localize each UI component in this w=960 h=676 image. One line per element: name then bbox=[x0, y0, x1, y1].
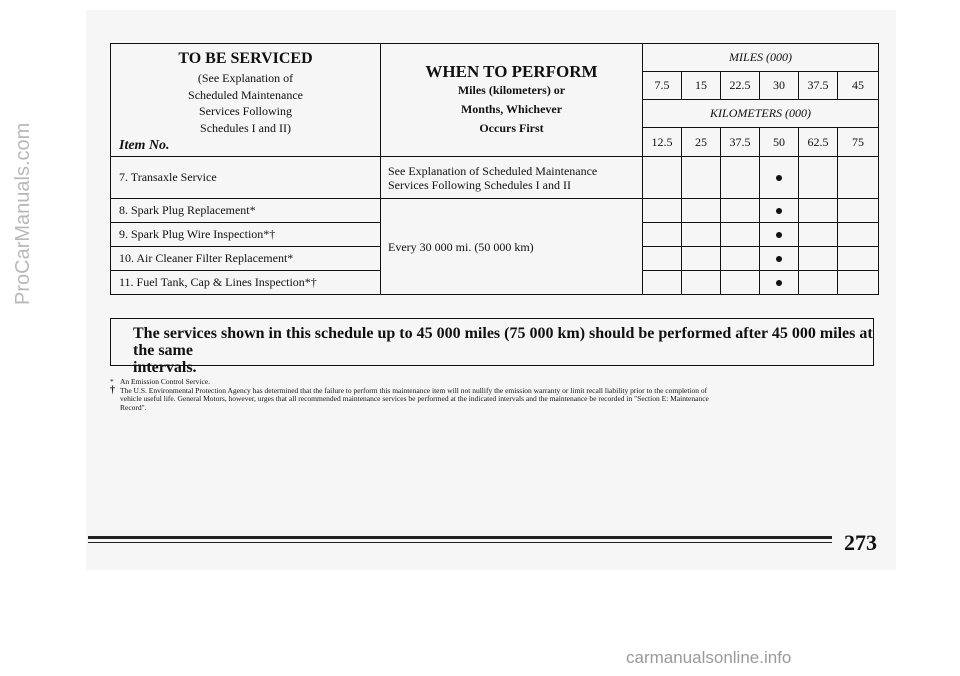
table-row bbox=[111, 157, 879, 199]
service-item: 10. Air Cleaner Filter Replacement* bbox=[111, 247, 381, 271]
when-header-line: Months, Whichever bbox=[460, 102, 563, 116]
miles-value: 30 bbox=[760, 71, 799, 100]
when-header-cell bbox=[381, 44, 643, 157]
schedule-cell bbox=[682, 199, 721, 223]
item-header-cell bbox=[111, 44, 381, 157]
service-item: 7. Transaxle Service bbox=[111, 157, 381, 199]
miles-label-row bbox=[111, 44, 879, 72]
footnotes bbox=[110, 378, 880, 412]
see-explanation-line: Scheduled Maintenance bbox=[188, 87, 303, 102]
schedule-cell bbox=[721, 271, 760, 295]
service-item: 9. Spark Plug Wire Inspection*† bbox=[111, 223, 381, 247]
schedule-cell bbox=[721, 157, 760, 199]
schedule-cell bbox=[760, 247, 799, 271]
bottom-watermark: carmanualsonline.info bbox=[626, 648, 792, 667]
page-number: 273 bbox=[844, 530, 877, 555]
schedule-cell bbox=[799, 223, 838, 247]
see-explanation-line: Schedules I and II) bbox=[200, 120, 291, 135]
schedule-cell bbox=[682, 223, 721, 247]
service-due-dot bbox=[776, 175, 782, 181]
shared-interval: Every 30 000 mi. (50 000 km) bbox=[381, 199, 643, 295]
km-value: 50 bbox=[760, 128, 799, 157]
miles-label: MILES (000) bbox=[643, 44, 879, 72]
schedule-cell bbox=[643, 199, 682, 223]
miles-value: 7.5 bbox=[643, 71, 682, 100]
schedule-cell bbox=[799, 199, 838, 223]
schedule-cell bbox=[760, 199, 799, 223]
schedule-cell bbox=[838, 157, 879, 199]
when-header-line: Occurs First bbox=[479, 121, 544, 135]
miles-value: 15 bbox=[682, 71, 721, 100]
schedule-cell bbox=[643, 157, 682, 199]
miles-value: 22.5 bbox=[721, 71, 760, 100]
side-watermark: ProCarManuals.com bbox=[12, 122, 34, 305]
footnote-text: vehicle useful life. General Motors, however, urges that all recommended maintenance services be performed at the indicated intervals and the maintenance be recorded in "Section E: Maintenance bbox=[120, 394, 709, 403]
kilometers-label: KILOMETERS (000) bbox=[643, 100, 879, 128]
maintenance-schedule-table bbox=[110, 43, 879, 295]
km-value: 37.5 bbox=[721, 128, 760, 157]
service-due-dot bbox=[776, 280, 782, 286]
service-item: 8. Spark Plug Replacement* bbox=[111, 199, 381, 223]
schedule-cell bbox=[643, 223, 682, 247]
table-row bbox=[111, 199, 879, 223]
footnote-star-symbol: * bbox=[110, 377, 114, 386]
footnote-dagger-symbol: † bbox=[110, 384, 115, 396]
notice-line: The services shown in this schedule up to 45 000 miles (75 000 km) should be performed after 45 000 miles at the same bbox=[133, 325, 873, 359]
footer-rule-thick bbox=[88, 536, 832, 539]
service-due-dot bbox=[776, 232, 782, 238]
footnote-text: Record". bbox=[120, 402, 147, 412]
km-value: 25 bbox=[682, 128, 721, 157]
when-to-perform-title: WHEN TO PERFORM bbox=[425, 62, 598, 81]
schedule-cell bbox=[838, 199, 879, 223]
schedule-cell bbox=[838, 271, 879, 295]
schedule-cell bbox=[760, 223, 799, 247]
footnote-text: An Emission Control Service. bbox=[120, 377, 210, 386]
service-due-dot bbox=[776, 208, 782, 214]
miles-value: 45 bbox=[838, 71, 879, 100]
schedule-cell bbox=[799, 247, 838, 271]
schedule-cell bbox=[643, 247, 682, 271]
miles-value: 37.5 bbox=[799, 71, 838, 100]
footer-rule-thin bbox=[88, 542, 832, 543]
schedule-repeat-notice bbox=[110, 318, 874, 376]
interval-description bbox=[381, 157, 643, 199]
schedule-cell bbox=[721, 223, 760, 247]
schedule-cell bbox=[682, 157, 721, 199]
see-explanation-line: (See Explanation of bbox=[197, 71, 294, 85]
schedule-cell bbox=[721, 199, 760, 223]
schedule-cell bbox=[760, 157, 799, 199]
km-value: 62.5 bbox=[799, 128, 838, 157]
schedule-cell bbox=[760, 271, 799, 295]
schedule-cell bbox=[682, 271, 721, 295]
see-explanation-line: Services Following bbox=[199, 104, 292, 118]
schedule-cell bbox=[721, 247, 760, 271]
footnote-text: The U.S. Environmental Protection Agency has determined that the failure to perform this maintenance item will not nullify the emission warranty or limit recall liability prior to the completion of bbox=[120, 385, 708, 395]
service-due-dot bbox=[776, 256, 782, 262]
notice-line: intervals. bbox=[133, 359, 197, 376]
interval-description-line: See Explanation of Scheduled Maintenance bbox=[388, 163, 598, 178]
schedule-cell bbox=[838, 247, 879, 271]
km-value: 75 bbox=[838, 128, 879, 157]
to-be-serviced-title: TO BE SERVICED bbox=[178, 50, 313, 67]
service-item: 11. Fuel Tank, Cap & Lines Inspection*† bbox=[111, 271, 381, 295]
when-header-line: Miles (kilometers) or bbox=[457, 83, 566, 97]
schedule-cell bbox=[643, 271, 682, 295]
item-no-label: Item No. bbox=[119, 138, 170, 153]
schedule-cell bbox=[682, 247, 721, 271]
km-value: 12.5 bbox=[643, 128, 682, 157]
interval-description-line: Services Following Schedules I and II bbox=[388, 177, 571, 192]
schedule-cell bbox=[838, 223, 879, 247]
schedule-cell bbox=[799, 271, 838, 295]
schedule-cell bbox=[799, 157, 838, 199]
